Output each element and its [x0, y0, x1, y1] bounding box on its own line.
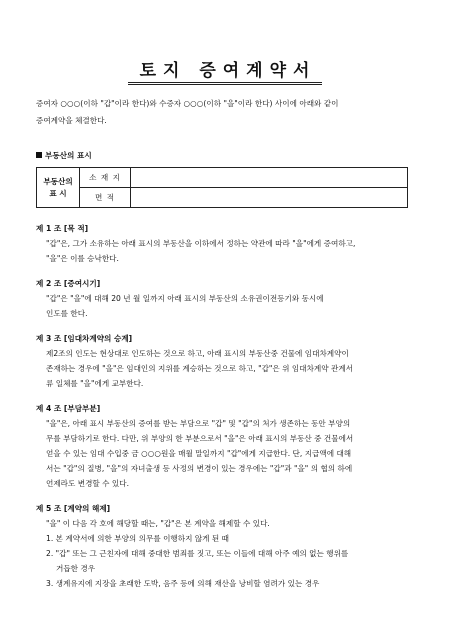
area-label: 면 적: [80, 188, 131, 208]
article-1-line-1: "갑"은, 그가 소유하는 아래 표시의 부동산을 이하에서 정하는 약관에 따라 "을"에게 증여하고,: [46, 239, 356, 248]
article-1-line-2: "을"은 이를 승낙한다.: [46, 254, 119, 263]
square-bullet-icon: [36, 152, 42, 158]
article-4-line-2: 무를 부담하기로 한다. 다만, 위 부양의 한 부분으로서 "을"은 아래 표시의 부동산 중 건물에서: [46, 434, 354, 443]
intro-line-1: 증여자 ○○○(이하 "갑"이라 한다)와 수증자 ○○○(이하 "을"이라 한다) 사이에 아래와 같이: [36, 99, 339, 108]
location-label: 소 재 지: [80, 168, 131, 188]
article-5-item-2: 2. "갑" 또는 그 근친자에 대해 중대한 범죄를 짓고, 또는 이들에 대해 아주 예의 없는 행위를: [46, 549, 349, 558]
property-section-heading: [36, 148, 92, 164]
article-5-line-1: "을" 이 다음 각 호에 해당할 때는, "갑"은 본 계약을 해제할 수 있다.: [46, 519, 270, 528]
article-4-line-5: 언제라도 변경할 수 있다.: [46, 479, 130, 488]
article-2-line-2: 인도를 한다.: [46, 309, 88, 318]
property-label-line-1: 부동산의: [43, 176, 73, 186]
article-5-item-3: 3. 생계유지에 지장을 초래한 도박, 음주 등에 의해 재산을 낭비할 염려가 있는 경우: [46, 579, 320, 588]
article-3-heading: 제 3 조 [임대차계약의 승계]: [36, 334, 133, 343]
area-value: [131, 188, 408, 208]
article-3-line-3: 류 일체를 "을"에게 교부한다.: [46, 379, 144, 388]
article-2-heading: 제 2 조 [증여시기]: [36, 279, 101, 288]
article-3-line-2: 존재하는 경우에 "을"은 임대인의 지위를 계승하는 것으로 하고, "갑"은 위 임대차계약 관계서: [46, 364, 354, 373]
article-1-heading: 제 1 조 [목 적]: [36, 224, 89, 233]
article-5-heading: 제 5 조 [계약의 해제]: [36, 504, 111, 513]
title-double-underline: [128, 82, 322, 83]
intro-line-2: 증여계약을 체결한다.: [36, 116, 107, 125]
article-3-line-1: 제2조의 인도는 현상대로 인도하는 것으로 하고, 아래 표시의 부동산중 건물에 임대차계약이: [46, 349, 349, 358]
location-value: [131, 168, 408, 188]
article-4-line-1: "을"은, 아래 표시 부동산의 증여를 받는 부담으로 "갑" 및 "갑"의 처가 생존하는 동안 부양의: [46, 419, 351, 428]
document-title: 토지 증여계약서: [128, 56, 323, 85]
article-4-line-3: 얻을 수 있는 임대 수입중 금 ○○○원을 매월 말일까지 "갑"에게 지급한다. 단, 지급액에 대해: [46, 449, 352, 458]
property-table: [36, 167, 408, 208]
article-5-item-1: 1. 본 계약서에 의한 부양의 의무를 이행하지 않게 된 때: [46, 534, 230, 543]
property-heading-text: 부동산의 표시: [45, 151, 92, 160]
article-2-line-1: "갑"은 "을"에 대해 20 년 월 일까지 아래 표시의 부동산의 소유권이전등기와 동시에: [46, 294, 324, 303]
property-label-line-2: 표 시: [49, 188, 67, 198]
title-block: [0, 56, 450, 85]
article-4-line-4: 서는 "갑"의 질병, "을"의 자녀출생 등 사정의 변경이 있는 경우에는 "갑"과 "을" 의 협의 하에: [46, 464, 353, 473]
article-4-heading: 제 4 조 [부담부분]: [36, 404, 101, 413]
article-5-item-2-cont: 거듭한 경우: [56, 564, 96, 573]
property-label-cell: [37, 168, 80, 208]
